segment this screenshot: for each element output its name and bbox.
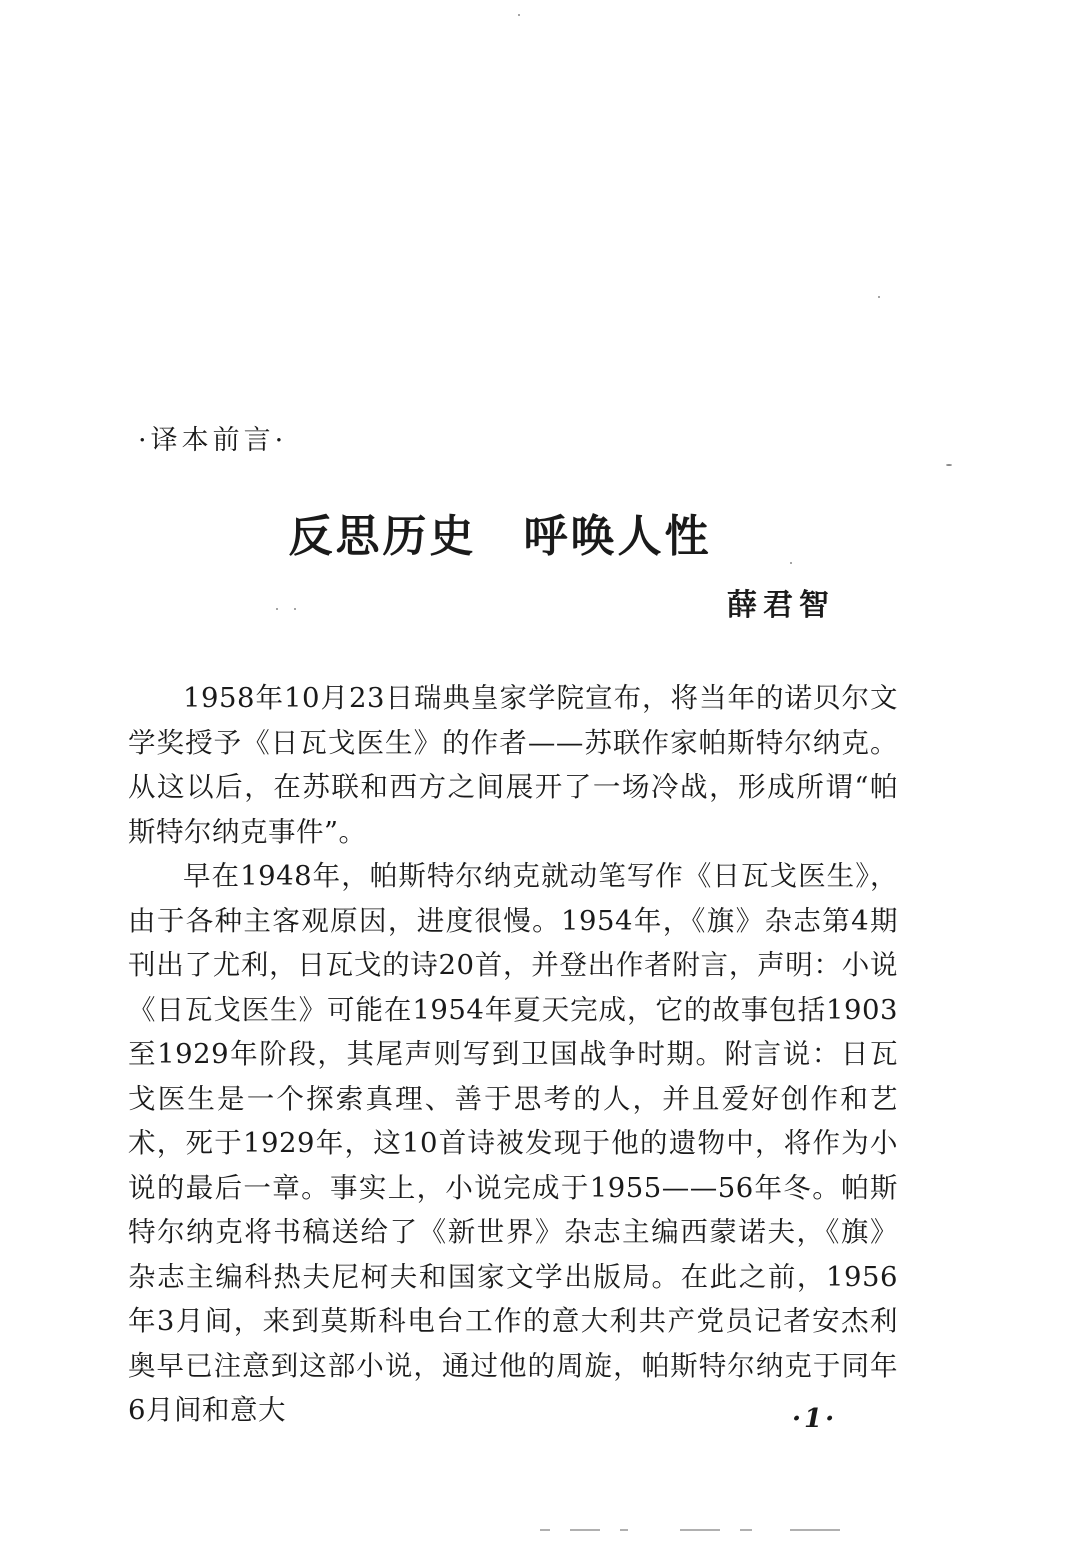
paragraph: 1958年10月23日瑞典皇家学院宣布，将当年的诺贝尔文学奖授予《日瓦戈医生》的作者——苏联作家帕斯特尔纳克。从这以后，在苏联和西方之间展开了一场冷战，形成所谓“帕斯特尔纳克事件”。 xyxy=(128,682,898,848)
scan-speck xyxy=(276,608,278,610)
scan-speck xyxy=(294,608,296,610)
scan-speck xyxy=(518,14,520,16)
paragraph: 早在1948年，帕斯特尔纳克就动笔写作《日瓦戈医生》，由于各种主客观原因，进度很慢。1954年，《旗》杂志第4期刊出了尤利，日瓦戈的诗20首，并登出作者附言，声明：小说《日瓦戈医生》可能在1954年夏天完成，它的故事包括1903至1929年阶段，其尾声则写到卫国战争时期。附言说：日瓦戈医生是一个探索真理、善于思考的人，并且爱好创作和艺术，死于1929年，这10首诗被发现于他的遗物中，将作为小说的最后一章。事实上，小说完成于1955——56年冬。帕斯特尔纳克将书稿送给了《新世界》杂志主编西蒙诺夫，《旗》杂志主编科热夫尼柯夫和国家文学出版局。在此之前，1956年3月间，来到莫斯科电台工作的意大利共产党员记者安杰利奥早已注意到这部小说，通过他的周旋，帕斯特尔纳克于同年6月间和意大 xyxy=(128,860,898,1426)
section-label: ·译本前言· xyxy=(138,425,288,456)
page-number: ·1· xyxy=(792,1404,838,1434)
scan-speck xyxy=(878,296,880,298)
scan-noise xyxy=(480,1524,880,1536)
author-name: 薛君智 xyxy=(727,588,835,623)
body-text xyxy=(128,676,898,1433)
page-title: 反思历史 呼唤人性 xyxy=(288,511,712,562)
scan-speck xyxy=(946,464,952,466)
scan-speck xyxy=(790,562,792,564)
